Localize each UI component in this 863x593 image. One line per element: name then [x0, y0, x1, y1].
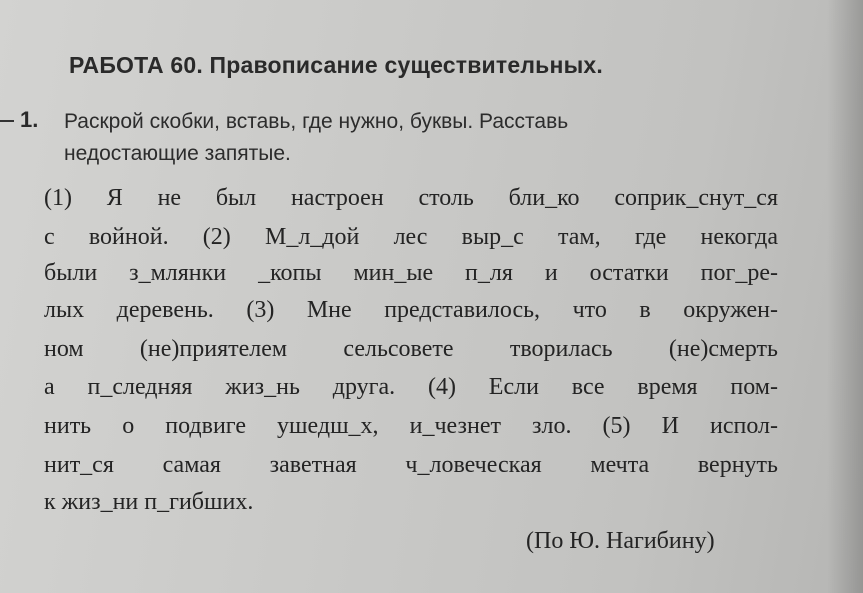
exercise-text-line-6: а п_следняя жиз_нь друга. (4) Если все время пом- [44, 374, 778, 400]
exercise-text-line-5: ном (не)приятелем сельсовете творилась (не)смерть [44, 336, 778, 362]
exercise-text-line-9: к жиз_ни п_гибших. [44, 489, 254, 515]
exercise-text-line-7: нить о подвиге ушедш_х, и_чезнет зло. (5) И испол- [44, 413, 778, 439]
margin-dash-mark [0, 120, 14, 122]
task-instruction-line-1: Раскрой скобки, вставь, где нужно, буквы. Расставь [64, 110, 569, 133]
exercise-text-line-3: были з_млянки _копы мин_ые п_ля и остатки пог_ре- [44, 260, 778, 286]
exercise-text-line-8: нит_ся самая заветная ч_ловеческая мечта вернуть [44, 452, 778, 478]
work-title: РАБОТА 60. Правописание существительных. [69, 52, 604, 78]
page-edge-shadow [827, 0, 863, 593]
task-instruction-line-2: недостающие запятые. [64, 142, 291, 165]
exercise-text-line-2: с войной. (2) М_л_дой лес выр_с там, где некогда [44, 224, 778, 250]
task-number: 1. [20, 107, 39, 132]
exercise-text-line-1: (1) Я не был настроен столь бли_ко соприк_снут_ся [44, 185, 778, 211]
source-attribution: (По Ю. Нагибину) [526, 528, 715, 554]
exercise-text-line-4: лых деревень. (3) Мне представилось, что в окружен- [44, 297, 778, 323]
